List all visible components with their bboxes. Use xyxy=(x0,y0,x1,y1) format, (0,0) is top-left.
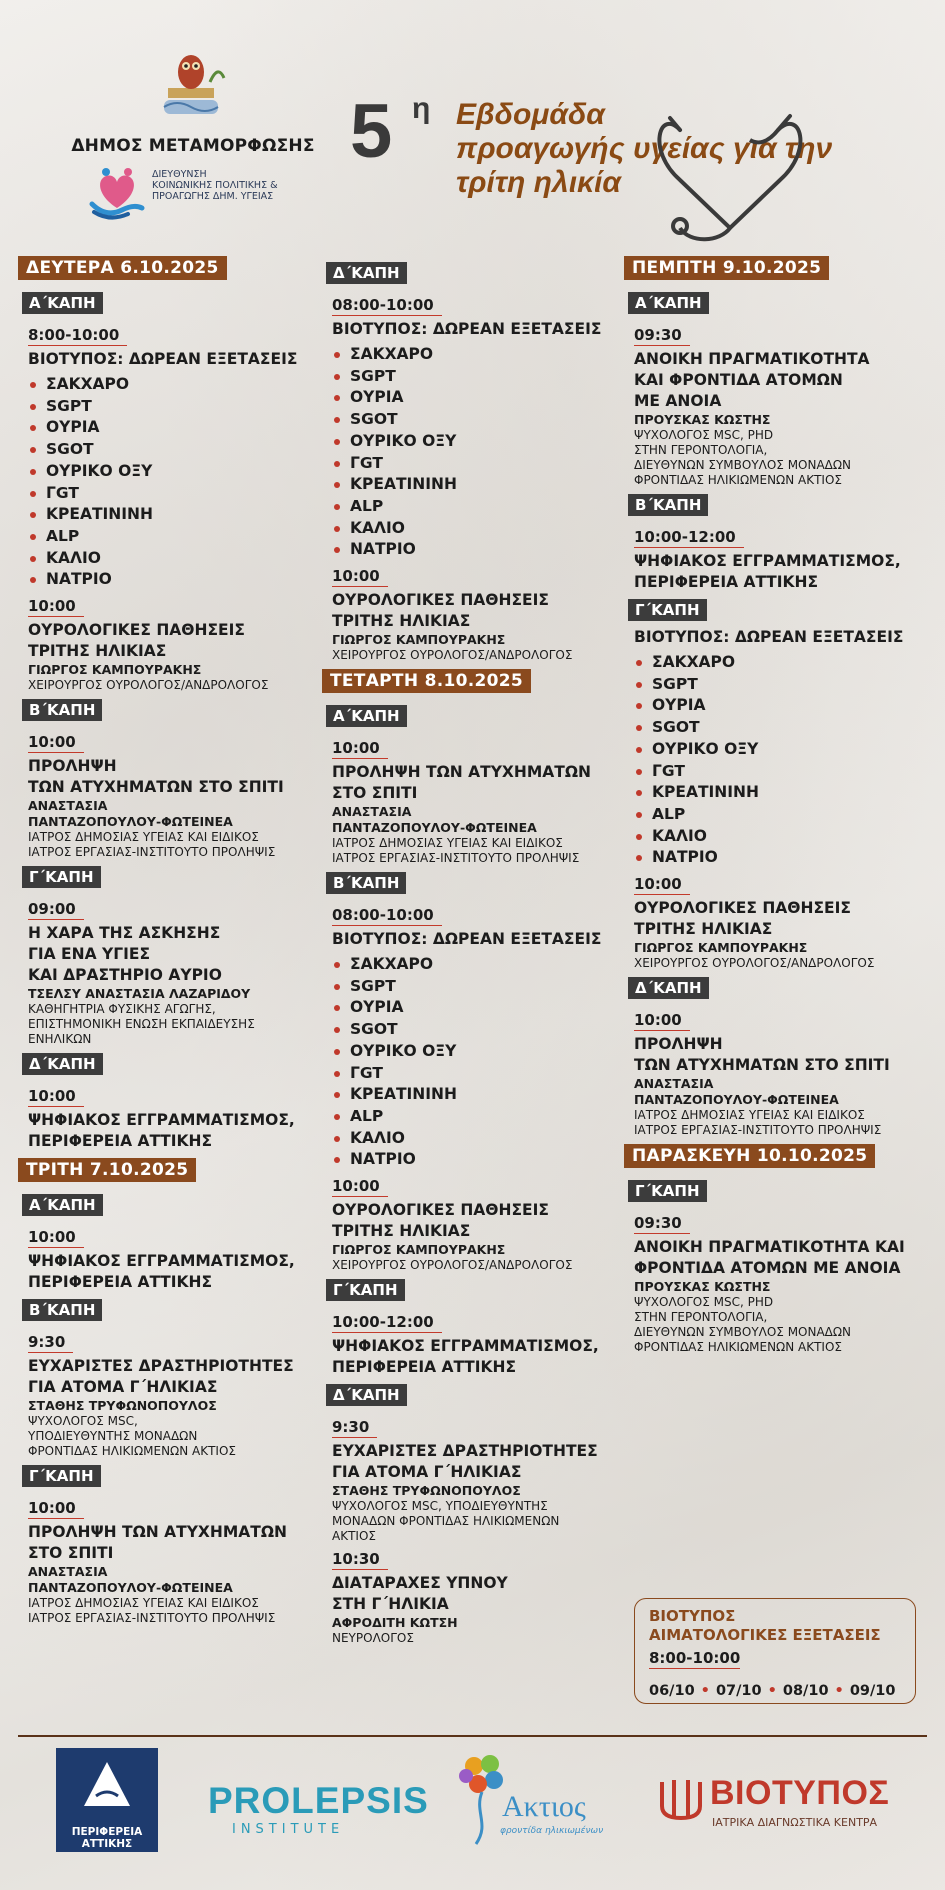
test-item: ΣΑΚΧΑΡΟ xyxy=(634,652,934,674)
kapi-label: Β΄ΚΑΠΗ xyxy=(22,699,102,721)
session-title: ΜΕ ΑΝΟΙΑ xyxy=(634,392,722,410)
session-title: ΚΑΙ ΦΡΟΝΤΙΔΑ ΑΤΟΜΩΝ xyxy=(634,371,843,389)
time-slot: 10:00 xyxy=(332,1177,388,1197)
session-title: ΨΗΦΙΑΚΟΣ ΕΓΓΡΑΜΜΑΤΙΣΜΟΣ, xyxy=(634,552,901,570)
tests-list xyxy=(332,344,622,561)
biotypos-emblem-icon xyxy=(656,1776,706,1822)
test-item: ΝΑΤΡΙΟ xyxy=(634,847,934,869)
time-slot: 10:00 xyxy=(332,739,388,759)
kapi-row xyxy=(322,1378,622,1412)
speaker-role: ΧΕΙΡΟΥΡΓΟΣ ΟΥΡΟΛΟΓΟΣ/ΑΝΔΡΟΛΟΓΟΣ xyxy=(332,648,573,663)
session-title: ΠΡΟΛΗΨΗ ΤΩΝ ΑΤΥΧΗΜΑΤΩΝ xyxy=(332,763,591,782)
kapi-label: Γ΄ΚΑΠΗ xyxy=(326,1279,405,1301)
speaker-role: ΔΙΕΥΘΥΝΩΝ ΣΥΜΒΟΥΛΟΣ ΜΟΝΑΔΩΝ xyxy=(634,1325,852,1340)
speaker-name: ΠΡΟΥΣΚΑΣ ΚΩΣΤΗΣ xyxy=(634,412,771,427)
day-row xyxy=(18,256,306,286)
test-item: ΚΑΛΙΟ xyxy=(634,826,934,848)
session-title: ΑΝΟΙΚΗ ΠΡΑΓΜΑΤΙΚΟΤΗΤΑ ΚΑΙ xyxy=(634,1238,905,1257)
speaker-name: ΓΙΩΡΓΟΣ ΚΑΜΠΟΥΡΑΚΗΣ xyxy=(634,940,808,956)
test-item: SGOT xyxy=(332,409,622,431)
speaker-role: ΦΡΟΝΤΙΔΑΣ ΗΛΙΚΙΩΜΕΝΩΝ ΑΚΤΙΟΣ xyxy=(634,1340,842,1355)
day-row xyxy=(624,1144,934,1174)
speaker-role: ΙΑΤΡΟΣ ΕΡΓΑΣΙΑΣ-ΙΝΣΤΙΤΟΥΤΟ ΠΡΟΛΗΨΙΣ xyxy=(28,1611,276,1626)
speaker-name: ΠΑΝΤΑΖΟΠΟΥΛΟΥ-ΦΩΤΕΙΝΕΑ xyxy=(332,820,537,836)
session-title: ΦΡΟΝΤΙΔΑ ΑΤΟΜΩΝ ΜΕ ΑΝΟΙΑ xyxy=(634,1259,901,1278)
time-slot: 10:00-12:00 xyxy=(634,528,744,548)
kapi-label: Α΄ΚΑΠΗ xyxy=(22,292,103,314)
speaker-name: ΑΝΑΣΤΑΣΙΑ xyxy=(332,804,412,820)
test-item: ΚΡΕΑΤΙΝΙΝΗ xyxy=(332,474,622,496)
session-title: ΨΗΦΙΑΚΟΣ ΕΓΓΡΑΜΜΑΤΙΣΜΟΣ, xyxy=(332,1337,599,1356)
kapi-label: Α΄ΚΑΠΗ xyxy=(326,705,407,727)
time-slot: 10:00 xyxy=(28,597,84,617)
speaker-name: ΠΑΝΤΑΖΟΠΟΥΛΟΥ-ΦΩΤΕΙΝΕΑ xyxy=(28,814,233,830)
speaker-name: ΑΦΡΟΔΙΤΗ ΚΩΤΣΗ xyxy=(332,1615,458,1631)
kapi-row xyxy=(18,1047,306,1081)
session-title: ΤΩΝ ΑΤΥΧΗΜΑΤΩΝ ΣΤΟ ΣΠΙΤΙ xyxy=(634,1056,890,1075)
speaker-name: ΣΤΑΘΗΣ ΤΡΥΦΩΝΟΠΟΥΛΟΣ xyxy=(28,1398,217,1414)
test-item: ΝΑΤΡΙΟ xyxy=(332,1149,622,1171)
edition-suffix: η xyxy=(412,92,431,125)
hands-heart-icon xyxy=(88,164,146,222)
session-title: ΒΙΟΤΥΠΟΣ: ΔΩΡΕΑΝ ΕΞΕΤΑΣΕΙΣ xyxy=(332,320,602,338)
speaker-name: ΑΝΑΣΤΑΣΙΑ xyxy=(634,1076,714,1092)
test-item: ΓGT xyxy=(28,483,306,505)
speaker-name: ΓΙΩΡΓΟΣ ΚΑΜΠΟΥΡΑΚΗΣ xyxy=(332,1242,506,1258)
aktios-logo-text: Ακτιος xyxy=(502,1790,586,1823)
speaker-role: ΕΝΗΛΙΚΩΝ xyxy=(28,1032,92,1047)
session-title: ΤΡΙΤΗΣ ΗΛΙΚΙΑΣ xyxy=(332,612,471,631)
kapi-row xyxy=(18,1293,306,1327)
time-slot: 09:30 xyxy=(634,1214,690,1234)
time-slot: 09:00 xyxy=(28,900,84,920)
test-item: SGOT xyxy=(332,1019,622,1041)
test-item: ΟΥΡΙΚΟ ΟΞΥ xyxy=(332,1041,622,1063)
speaker-role: ΧΕΙΡΟΥΡΓΟΣ ΟΥΡΟΛΟΓΟΣ/ΑΝΔΡΟΛΟΓΟΣ xyxy=(634,956,875,971)
kapi-row xyxy=(18,693,306,727)
kapi-row xyxy=(322,256,622,290)
speaker-role: ΧΕΙΡΟΥΡΓΟΣ ΟΥΡΟΛΟΓΟΣ/ΑΝΔΡΟΛΟΓΟΣ xyxy=(28,678,269,693)
kapi-label: Β΄ΚΑΠΗ xyxy=(326,872,406,894)
test-item: SGOT xyxy=(28,439,306,461)
session-title: ΣΤΟ ΣΠΙΤΙ xyxy=(28,1544,114,1563)
biotypos-box-title: ΒΙΟΤΥΠΟΣ ΑΙΜΑΤΟΛΟΓΙΚΕΣ ΕΞΕΤΑΣΕΙΣ xyxy=(649,1607,881,1644)
tests-list xyxy=(332,954,622,1171)
time-slot: 10:00-12:00 xyxy=(332,1313,442,1333)
time-slot: 08:00-10:00 xyxy=(332,296,442,316)
time-slot: 10:00 xyxy=(28,733,84,753)
session-title: ΔΙΑΤΑΡΑΧΕΣ ΥΠΝΟΥ xyxy=(332,1574,508,1593)
aktios-logo-subtitle: φροντίδα ηλικιωμένων xyxy=(500,1826,604,1836)
speaker-name: ΠΑΝΤΑΖΟΠΟΥΛΟΥ-ΦΩΤΕΙΝΕΑ xyxy=(634,1092,839,1108)
speaker-role: ΙΑΤΡΟΣ ΕΡΓΑΣΙΑΣ-ΙΝΣΤΙΤΟΥΤΟ ΠΡΟΛΗΨΙΣ xyxy=(28,845,276,860)
day-row xyxy=(18,1158,306,1188)
session-title: ΤΡΙΤΗΣ ΗΛΙΚΙΑΣ xyxy=(332,1222,471,1241)
test-item: ΓGT xyxy=(332,453,622,475)
test-item: ΟΥΡΙΚΟ ΟΞΥ xyxy=(634,739,934,761)
speaker-role: ΙΑΤΡΟΣ ΔΗΜΟΣΙΑΣ ΥΓΕΙΑΣ ΚΑΙ ΕΙΔΙΚΟΣ xyxy=(634,1108,865,1123)
department-name: ΔΙΕΥΘΥΝΣΗ ΚΟΙΝΩΝΙΚΗΣ ΠΟΛΙΤΙΚΗΣ & ΠΡΟΑΓΩΓΗΣ ΔΗΜ. ΥΓΕΙΑΣ xyxy=(152,169,278,202)
session-title: ΠΕΡΙΦΕΡΕΙΑ ΑΤΤΙΚΗΣ xyxy=(332,1358,517,1377)
session-title: ΟΥΡΟΛΟΓΙΚΕΣ ΠΑΘΗΣΕΙΣ xyxy=(332,1201,549,1220)
time-slot: 9:30 xyxy=(28,1333,73,1353)
speaker-role: ΣΤΗΝ ΓΕΡΟΝΤΟΛΟΓΙΑ, xyxy=(634,443,768,457)
test-item: ΓGT xyxy=(332,1063,622,1085)
session-title: ΠΡΟΛΗΨΗ ΤΩΝ ΑΤΥΧΗΜΑΤΩΝ xyxy=(28,1523,287,1542)
speaker-role: ΔΙΕΥΘΥΝΩΝ ΣΥΜΒΟΥΛΟΣ ΜΟΝΑΔΩΝ xyxy=(634,458,852,472)
time-slot: 08:00-10:00 xyxy=(332,906,442,926)
session-title: ΨΗΦΙΑΚΟΣ ΕΓΓΡΑΜΜΑΤΙΣΜΟΣ, xyxy=(28,1252,295,1271)
session-title: ΒΙΟΤΥΠΟΣ: ΔΩΡΕΑΝ ΕΞΕΤΑΣΕΙΣ xyxy=(634,628,904,646)
kapi-row xyxy=(624,488,934,522)
session-title: ΠΕΡΙΦΕΡΕΙΑ ΑΤΤΙΚΗΣ xyxy=(28,1273,213,1292)
time-slot: 09:30 xyxy=(634,326,690,346)
speaker-name: ΑΝΑΣΤΑΣΙΑ xyxy=(28,1564,108,1580)
prolepsis-logo-subtitle: INSTITUTE xyxy=(232,1822,345,1837)
speaker-role: ΦΡΟΝΤΙΔΑΣ ΗΛΙΚΙΩΜΕΝΩΝ ΑΚΤΙΟΣ xyxy=(634,473,842,487)
time-slot: 10:00 xyxy=(332,567,388,587)
kapi-row xyxy=(322,866,622,900)
kapi-label: Α΄ΚΑΠΗ xyxy=(22,1194,103,1216)
speaker-role: ΨΥΧΟΛΟΓΟΣ MSC, ΥΠΟΔΙΕΥΘΥΝΤΗΣ xyxy=(332,1499,548,1514)
test-item: ΚΑΛΙΟ xyxy=(332,1128,622,1150)
time-slot: 10:00 xyxy=(634,1011,690,1031)
session-title: ΕΥΧΑΡΙΣΤΕΣ ΔΡΑΣΤΗΡΙΟΤΗΤΕΣ xyxy=(332,1442,598,1461)
event-title: Εβδομάδα προαγωγής υγείας για την τρίτη ηλικία xyxy=(456,98,833,199)
session-title: ΓΙΑ ΑΤΟΜΑ Γ΄ΗΛΙΚΙΑΣ xyxy=(28,1378,218,1397)
test-item: ΣΑΚΧΑΡΟ xyxy=(332,954,622,976)
biotypos-logo-text: ΒΙΟΤΥΠΟΣ xyxy=(710,1774,890,1812)
speaker-name: ΑΝΑΣΤΑΣΙΑ xyxy=(28,798,108,814)
session-title: ΤΡΙΤΗΣ ΗΛΙΚΙΑΣ xyxy=(634,920,773,939)
kapi-label: Δ΄ΚΑΠΗ xyxy=(628,977,709,999)
session-title: ΟΥΡΟΛΟΓΙΚΕΣ ΠΑΘΗΣΕΙΣ xyxy=(28,621,245,640)
kapi-row xyxy=(322,699,622,733)
test-item: SGPT xyxy=(332,976,622,998)
kapi-label: Β΄ΚΑΠΗ xyxy=(22,1299,102,1321)
test-item: SGPT xyxy=(28,396,306,418)
test-item: ALP xyxy=(332,1106,622,1128)
kapi-row xyxy=(624,1174,934,1208)
test-item: ΣΑΚΧΑΡΟ xyxy=(28,374,306,396)
time-slot: 8:00-10:00 xyxy=(28,326,127,346)
speaker-name: ΣΤΑΘΗΣ ΤΡΥΦΩΝΟΠΟΥΛΟΣ xyxy=(332,1483,521,1499)
session-title: ΒΙΟΤΥΠΟΣ: ΔΩΡΕΑΝ ΕΞΕΤΑΣΕΙΣ xyxy=(332,930,602,949)
speaker-role: ΙΑΤΡΟΣ ΔΗΜΟΣΙΑΣ ΥΓΕΙΑΣ ΚΑΙ ΕΙΔΙΚΟΣ xyxy=(28,1596,259,1611)
session-title: ΠΡΟΛΗΨΗ xyxy=(28,757,117,776)
test-item: ΟΥΡΙΑ xyxy=(28,417,306,439)
kapi-label: Γ΄ΚΑΠΗ xyxy=(628,599,707,621)
time-slot: 10:00 xyxy=(28,1228,84,1248)
time-slot: 9:30 xyxy=(332,1418,377,1438)
day-row xyxy=(322,669,622,699)
test-item: ALP xyxy=(28,526,306,548)
session-title: ΓΙΑ ΕΝΑ ΥΓΙΕΣ xyxy=(28,945,151,964)
kapi-row xyxy=(18,860,306,894)
test-item: ΚΑΛΙΟ xyxy=(28,548,306,570)
kapi-label: Α΄ΚΑΠΗ xyxy=(628,292,709,314)
session-title: ΒΙΟΤΥΠΟΣ: ΔΩΡΕΑΝ ΕΞΕΤΑΣΕΙΣ xyxy=(28,350,298,368)
session-title: ΕΥΧΑΡΙΣΤΕΣ ΔΡΑΣΤΗΡΙΟΤΗΤΕΣ xyxy=(28,1357,294,1376)
time-slot: 10:00 xyxy=(28,1499,84,1519)
test-item: ΟΥΡΙΑ xyxy=(332,997,622,1019)
biotypos-logo-subtitle: ΙΑΤΡΙΚΑ ΔΙΑΓΝΩΣΤΙΚΑ ΚΕΝΤΡΑ xyxy=(712,1816,878,1829)
day-header: ΔΕΥΤΕΡΑ 6.10.2025 xyxy=(18,256,227,280)
session-title: ΓΙΑ ΑΤΟΜΑ Γ΄ΗΛΙΚΙΑΣ xyxy=(332,1463,522,1482)
speaker-role: ΧΕΙΡΟΥΡΓΟΣ ΟΥΡΟΛΟΓΟΣ/ΑΝΔΡΟΛΟΓΟΣ xyxy=(332,1258,573,1273)
kapi-row xyxy=(624,971,934,1005)
test-item: SGPT xyxy=(332,366,622,388)
kapi-row xyxy=(624,286,934,320)
speaker-role: ΨΥΧΟΛΟΓΟΣ MSC, PHD xyxy=(634,428,774,442)
test-item: ΝΑΤΡΙΟ xyxy=(28,569,306,591)
kapi-label: Δ΄ΚΑΠΗ xyxy=(326,1384,407,1406)
session-title: ΤΩΝ ΑΤΥΧΗΜΑΤΩΝ ΣΤΟ ΣΠΙΤΙ xyxy=(28,778,284,797)
kapi-label: Δ΄ΚΑΠΗ xyxy=(22,1053,103,1075)
speaker-role: ΕΠΙΣΤΗΜΟΝΙΚΗ ΕΝΩΣΗ ΕΚΠΑΙΔΕΥΣΗΣ xyxy=(28,1017,255,1032)
speaker-role: ΜΟΝΑΔΩΝ ΦΡΟΝΤΙΔΑΣ ΗΛΙΚΙΩΜΕΝΩΝ xyxy=(332,1514,560,1529)
test-item: ΚΑΛΙΟ xyxy=(332,518,622,540)
schedule-column-1 xyxy=(18,256,306,1626)
speaker-role: ΦΡΟΝΤΙΔΑΣ ΗΛΙΚΙΩΜΕΝΩΝ ΑΚΤΙΟΣ xyxy=(28,1444,236,1459)
footer-divider xyxy=(18,1735,927,1737)
test-item: ALP xyxy=(332,496,622,518)
test-item: ΚΡΕΑΤΙΝΙΝΗ xyxy=(634,782,934,804)
time-slot: 10:30 xyxy=(332,1550,388,1570)
speaker-role: ΙΑΤΡΟΣ ΔΗΜΟΣΙΑΣ ΥΓΕΙΑΣ ΚΑΙ ΕΙΔΙΚΟΣ xyxy=(28,830,259,845)
session-title: ΟΥΡΟΛΟΓΙΚΕΣ ΠΑΘΗΣΕΙΣ xyxy=(332,591,549,610)
kapi-label: Β΄ΚΑΠΗ xyxy=(628,494,708,516)
speaker-name: ΠΡΟΥΣΚΑΣ ΚΩΣΤΗΣ xyxy=(634,1279,771,1295)
session-title: ΠΕΡΙΦΕΡΕΙΑ ΑΤΤΙΚΗΣ xyxy=(28,1132,213,1151)
kapi-row xyxy=(624,593,934,627)
speaker-role: ΑΚΤΙΟΣ xyxy=(332,1529,376,1544)
speaker-role: ΨΥΧΟΛΟΓΟΣ MSC, xyxy=(28,1414,138,1429)
day-header: ΤΡΙΤΗ 7.10.2025 xyxy=(18,1158,196,1182)
session-title: ΤΡΙΤΗΣ ΗΛΙΚΙΑΣ xyxy=(28,642,167,661)
session-title: ΠΕΡΙΦΕΡΕΙΑ ΑΤΤΙΚΗΣ xyxy=(634,573,819,591)
speaker-role: ΚΑΘΗΓΗΤΡΙΑ ΦΥΣΙΚΗΣ ΑΓΩΓΗΣ, xyxy=(28,1002,216,1017)
kapi-label: Γ΄ΚΑΠΗ xyxy=(22,866,101,888)
speaker-role: ΝΕΥΡΟΛΟΓΟΣ xyxy=(332,1631,414,1646)
speaker-role: ΙΑΤΡΟΣ ΕΡΓΑΣΙΑΣ-ΙΝΣΤΙΤΟΥΤΟ ΠΡΟΛΗΨΙΣ xyxy=(634,1123,882,1138)
speaker-role: ΨΥΧΟΛΟΓΟΣ MSC, PHD xyxy=(634,1295,774,1310)
speaker-name: ΠΑΝΤΑΖΟΠΟΥΛΟΥ-ΦΩΤΕΙΝΕΑ xyxy=(28,1580,233,1596)
kapi-label: Γ΄ΚΑΠΗ xyxy=(628,1180,707,1202)
time-slot: 10:00 xyxy=(634,875,690,895)
session-title: ΣΤΟ ΣΠΙΤΙ xyxy=(332,784,418,803)
attica-triangle-icon xyxy=(56,1748,158,1828)
kapi-row xyxy=(18,1188,306,1222)
test-item: ALP xyxy=(634,804,934,826)
test-item: ΟΥΡΙΚΟ ΟΞΥ xyxy=(28,461,306,483)
session-title: ΟΥΡΟΛΟΓΙΚΕΣ ΠΑΘΗΣΕΙΣ xyxy=(634,899,851,918)
biotypos-blood-tests-box xyxy=(634,1598,916,1704)
kapi-label: Γ΄ΚΑΠΗ xyxy=(22,1465,101,1487)
department-logo-block xyxy=(88,164,328,222)
biotypos-box-dates: 06/10 • 07/10 • 08/10 • 09/10 xyxy=(649,1683,896,1699)
tests-list xyxy=(28,374,306,591)
test-item: ΝΑΤΡΙΟ xyxy=(332,539,622,561)
test-item: SGPT xyxy=(634,674,934,696)
test-item: ΟΥΡΙΑ xyxy=(634,695,934,717)
speaker-role: ΣΤΗΝ ΓΕΡΟΝΤΟΛΟΓΙΑ, xyxy=(634,1310,768,1325)
edition-number: 5 xyxy=(350,89,391,174)
session-title: ΑΝΟΙΚΗ ΠΡΑΓΜΑΤΙΚΟΤΗΤΑ xyxy=(634,350,870,368)
day-header: ΠΕΜΠΤΗ 9.10.2025 xyxy=(624,256,829,280)
tests-list xyxy=(634,652,934,869)
time-slot: 10:00 xyxy=(28,1087,84,1107)
schedule-column-2 xyxy=(322,256,622,1646)
day-row xyxy=(624,256,934,286)
kapi-label: Δ΄ΚΑΠΗ xyxy=(326,262,407,284)
biotypos-box-time: 8:00-10:00 xyxy=(649,1649,741,1667)
day-header: ΠΑΡΑΣΚΕΥΗ 10.10.2025 xyxy=(624,1144,875,1168)
session-title: ΠΡΟΛΗΨΗ xyxy=(634,1035,723,1054)
stethoscope-heart-icon xyxy=(650,110,830,250)
kapi-row xyxy=(18,286,306,320)
municipality-owl-logo xyxy=(150,52,232,118)
attica-region-name: ΠΕΡΙΦΕΡΕΙΑ ΑΤΤΙΚΗΣ xyxy=(71,1826,143,1850)
session-title: ΣΤΗ Γ΄ΗΛΙΚΙΑ xyxy=(332,1595,449,1614)
session-title: Η ΧΑΡΑ ΤΗΣ ΑΣΚΗΣΗΣ xyxy=(28,924,221,943)
test-item: ΚΡΕΑΤΙΝΙΝΗ xyxy=(28,504,306,526)
municipality-name: ΔΗΜΟΣ ΜΕΤΑΜΟΡΦΩΣΗΣ xyxy=(71,136,315,156)
speaker-name: ΓΙΩΡΓΟΣ ΚΑΜΠΟΥΡΑΚΗΣ xyxy=(332,632,506,648)
speaker-role: ΙΑΤΡΟΣ ΕΡΓΑΣΙΑΣ-ΙΝΣΤΙΤΟΥΤΟ ΠΡΟΛΗΨΙΣ xyxy=(332,851,580,866)
test-item: ΟΥΡΙΑ xyxy=(332,387,622,409)
speaker-name: ΓΙΩΡΓΟΣ ΚΑΜΠΟΥΡΑΚΗΣ xyxy=(28,662,202,678)
test-item: ΚΡΕΑΤΙΝΙΝΗ xyxy=(332,1084,622,1106)
session-title: ΚΑΙ ΔΡΑΣΤΗΡΙΟ ΑΥΡΙΟ xyxy=(28,966,222,985)
schedule-column-3 xyxy=(624,256,934,1355)
kapi-row xyxy=(18,1459,306,1493)
speaker-name: ΤΣΕΛΣΥ ΑΝΑΣΤΑΣΙΑ ΛΑΖΑΡΙΔΟΥ xyxy=(28,986,251,1002)
speaker-role: ΥΠΟΔΙΕΥΘΥΝΤΗΣ ΜΟΝΑΔΩΝ xyxy=(28,1429,198,1444)
session-title: ΨΗΦΙΑΚΟΣ ΕΓΓΡΑΜΜΑΤΙΣΜΟΣ, xyxy=(28,1111,295,1130)
kapi-row xyxy=(322,1273,622,1307)
prolepsis-logo-text: PROLEPSIS xyxy=(208,1780,429,1821)
test-item: SGOT xyxy=(634,717,934,739)
test-item: ΟΥΡΙΚΟ ΟΞΥ xyxy=(332,431,622,453)
day-header: ΤΕΤΑΡΤΗ 8.10.2025 xyxy=(322,669,531,693)
test-item: ΓGT xyxy=(634,761,934,783)
test-item: ΣΑΚΧΑΡΟ xyxy=(332,344,622,366)
speaker-role: ΙΑΤΡΟΣ ΔΗΜΟΣΙΑΣ ΥΓΕΙΑΣ ΚΑΙ ΕΙΔΙΚΟΣ xyxy=(332,836,563,851)
